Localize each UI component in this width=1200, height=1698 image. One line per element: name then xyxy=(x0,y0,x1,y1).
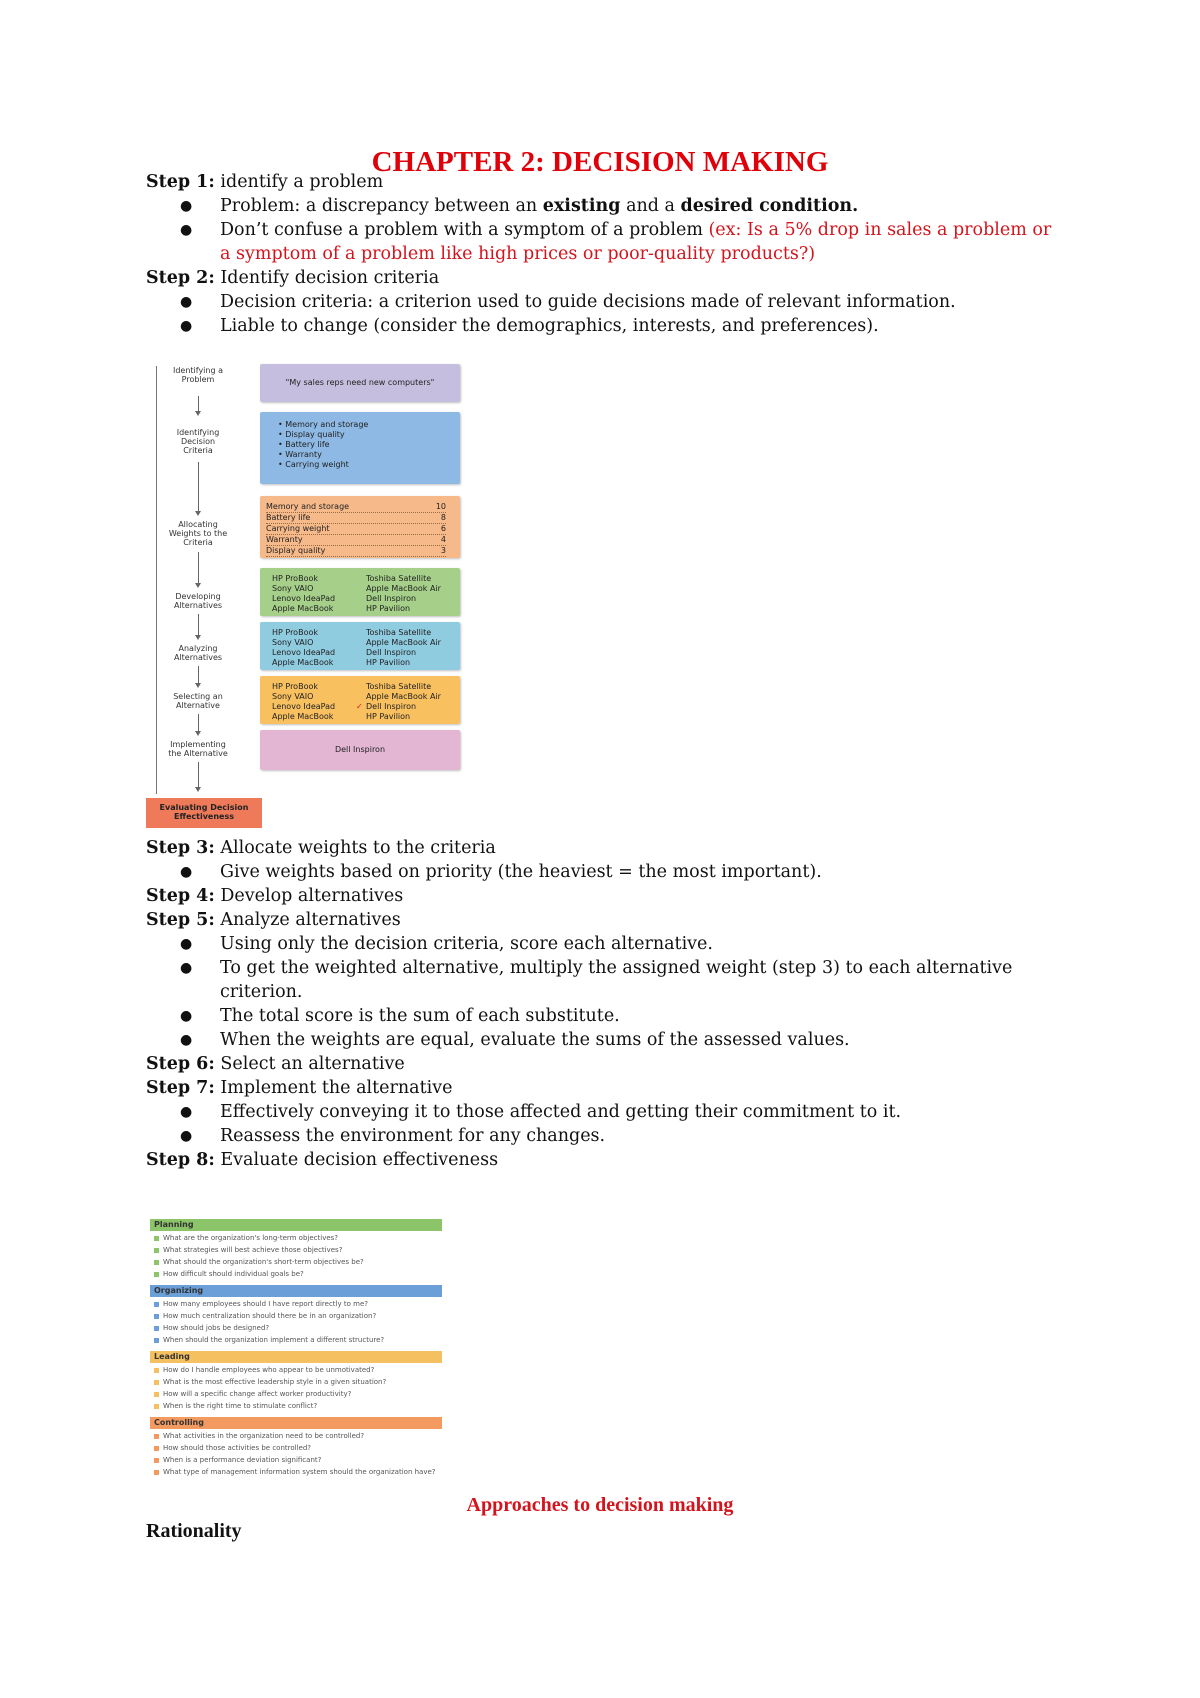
rationality-heading: Rationality xyxy=(146,1520,242,1542)
step3-heading: Step 3: Allocate weights to the criteria xyxy=(146,838,496,858)
step6-heading: Step 6: Select an alternative xyxy=(146,1054,405,1074)
flow-arrow xyxy=(198,396,199,412)
step7-heading: Step 7: Implement the alternative xyxy=(146,1078,453,1098)
leading-header: Leading xyxy=(150,1351,442,1363)
stage-allocating-weights: Allocating Weights to the Criteria xyxy=(168,520,228,547)
weights-box: Memory and storage 10 Battery life 8 Carrying weight 6 Warranty 4 Display quality 3 xyxy=(260,496,460,558)
step8-heading: Step 8: Evaluate decision effectiveness xyxy=(146,1150,499,1170)
alternatives-box-selecting: HP ProBook Sony VAIO Lenovo IdeaPad Apple MacBook Toshiba Satellite Apple MacBook Air ✓ Dell Inspiron HP Pavilion xyxy=(260,676,460,724)
flow-arrow xyxy=(198,552,199,584)
check-icon: ✓ xyxy=(356,702,363,711)
flow-arrow xyxy=(198,714,199,732)
stage-identifying-criteria: Identifying Decision Criteria xyxy=(176,428,220,455)
criteria-box: • Memory and storage • Display quality • Battery life • Warranty • Carrying weight xyxy=(260,412,460,484)
problem-box: "My sales reps need new computers" xyxy=(260,364,460,402)
decision-process-diagram xyxy=(146,362,466,828)
flow-arrow xyxy=(198,614,199,636)
evaluating-effectiveness-box: Evaluating Decision Effectiveness xyxy=(146,798,262,828)
step5-heading: Step 5: Analyze alternatives xyxy=(146,910,401,930)
flow-arrow xyxy=(198,762,199,788)
organizing-header: Organizing xyxy=(150,1285,442,1297)
stage-identifying-problem: Identifying a Problem xyxy=(172,366,223,384)
step2-heading: Step 2: Identify decision criteria xyxy=(146,268,440,288)
feedback-loop-line xyxy=(156,366,157,794)
stage-implementing-alternative: Implementing the Alternative xyxy=(168,740,228,758)
flow-arrow xyxy=(198,666,199,684)
planning-header: Planning xyxy=(150,1219,442,1231)
stage-developing-alternatives: Developing Alternatives xyxy=(173,592,223,610)
alternatives-box-analyzing: HP ProBook Sony VAIO Lenovo IdeaPad Apple MacBook Toshiba Satellite Apple MacBook Air Dell Inspiron HP Pavilion xyxy=(260,622,460,670)
approaches-heading: Approaches to decision making xyxy=(466,1494,734,1516)
step1-text: identify a problem xyxy=(214,172,384,192)
flow-arrow xyxy=(198,462,199,512)
stage-analyzing-alternatives: Analyzing Alternatives xyxy=(173,644,223,662)
implementation-box: Dell Inspiron xyxy=(260,730,460,770)
alternatives-box-developing: HP ProBook Sony VAIO Lenovo IdeaPad Apple MacBook Toshiba Satellite Apple MacBook Air Dell Inspiron HP Pavilion xyxy=(260,568,460,616)
controlling-header: Controlling xyxy=(150,1417,442,1429)
chapter-title: CHAPTER 2: DECISION MAKING xyxy=(371,146,829,178)
step1-label: Step 1: xyxy=(146,172,215,192)
document-page: CHAPTER 2: DECISION MAKING Step 1: identify a problem ● Problem: a discrepancy between an existing and a desired condition. ● Don’t confuse a problem with a symptom of a problem (ex: Is a 5% drop in sales a problem or a symptom of a problem like high prices or poor-quality products?) Step 2: Identify decision criteria ● Decision criteria: a criterion used to guide decisions made of relevant information. ● Liable to change (consider the demographics, interests, and preferences). Identifying a Problem Identifying Decision Criteria Allocating Weights to the Criteria Developing Alternatives Analyzing Alternatives Selecting an Alternative Implementing the Alternative "My sales reps need new computers" • Memory and storage • Display quality • Battery life • Warranty • Carrying weight Memory and storage 10 Battery life 8 Carrying weight 6 Warranty 4 Display quality 3 HP ProBook Sony VAIO Lenovo IdeaPad Apple MacBook Toshiba Satellite Apple MacBook Air Dell Inspiron HP Pavilion HP ProBook Sony VAIO Lenovo IdeaPad Apple MacBook Toshiba Satellite Apple MacBook Air Dell Inspiron HP Pavilion HP ProBook Sony VAIO Lenovo IdeaPad Apple MacBook Toshiba Satellite Apple MacBook Air ✓ Dell Inspiron HP Pavilion Dell Inspiron Evaluating Decision Effectiveness Step 3: Allocate weights to the criteria ● Give weights based on priority (the heaviest = the most important). Step 4: Develop alternatives Step 5: Analyze alternatives ● Using only the decision criteria, score each alternative. ● To get the weighted alternative, multiply the assigned weight (step 3) to each alternative criterion. ● The total score is the sum of each substitute. ● When the weights are equal, evaluate the sums of the assessed values. Step 6: Select an alternative Step 7: Implement the alternative ● Effectively conveying it to those affected and getting their commitment to it. ● Reassess the environment for any changes. Step 8: Evaluate decision effectiveness Planning What are the organization's long-term objectives? What strategies will best achieve those objectives? What should the organization's short-term objectives be? How difficult should individual goals be? Organizing How many employees should I have report directly to me? How much centralization should there be in an organization? How should jobs be designed? When should the organization implement a different structure? Leading How do I handle employees who appear to be unmotivated? What is the most effective leadership style in a given situation? How will a specific change affect worker productivity? When is the right time to stimulate conflict? Controlling What activities in the organization need to be controlled? How should those activities be controlled? When is a performance deviation significant? What type of management information system should the organization have? Approaches to decision making Rationality xyxy=(0,0,1200,1698)
step1-heading xyxy=(146,170,383,194)
management-decisions-table: Planning What are the organization's long-term objectives? What strategies will best achieve those objectives? What should the organization's short-term objectives be? How difficult should individual goals be? Organizing How many employees should I have report directly to me? How much centralization should there be in an organization? How should jobs be designed? When should the organization implement a different structure? Leading How do I handle employees who appear to be unmotivated? What is the most effective leadership style in a given situation? How will a specific change affect worker productivity? When is the right time to stimulate conflict? Controlling What activities in the organization need to be controlled? How should those activities be controlled? When is a performance deviation significant? What type of management information system should the organization have? xyxy=(150,1219,442,1485)
stage-selecting-alternative: Selecting an Alternative xyxy=(173,692,223,710)
step4-heading: Step 4: Develop alternatives xyxy=(146,886,404,906)
